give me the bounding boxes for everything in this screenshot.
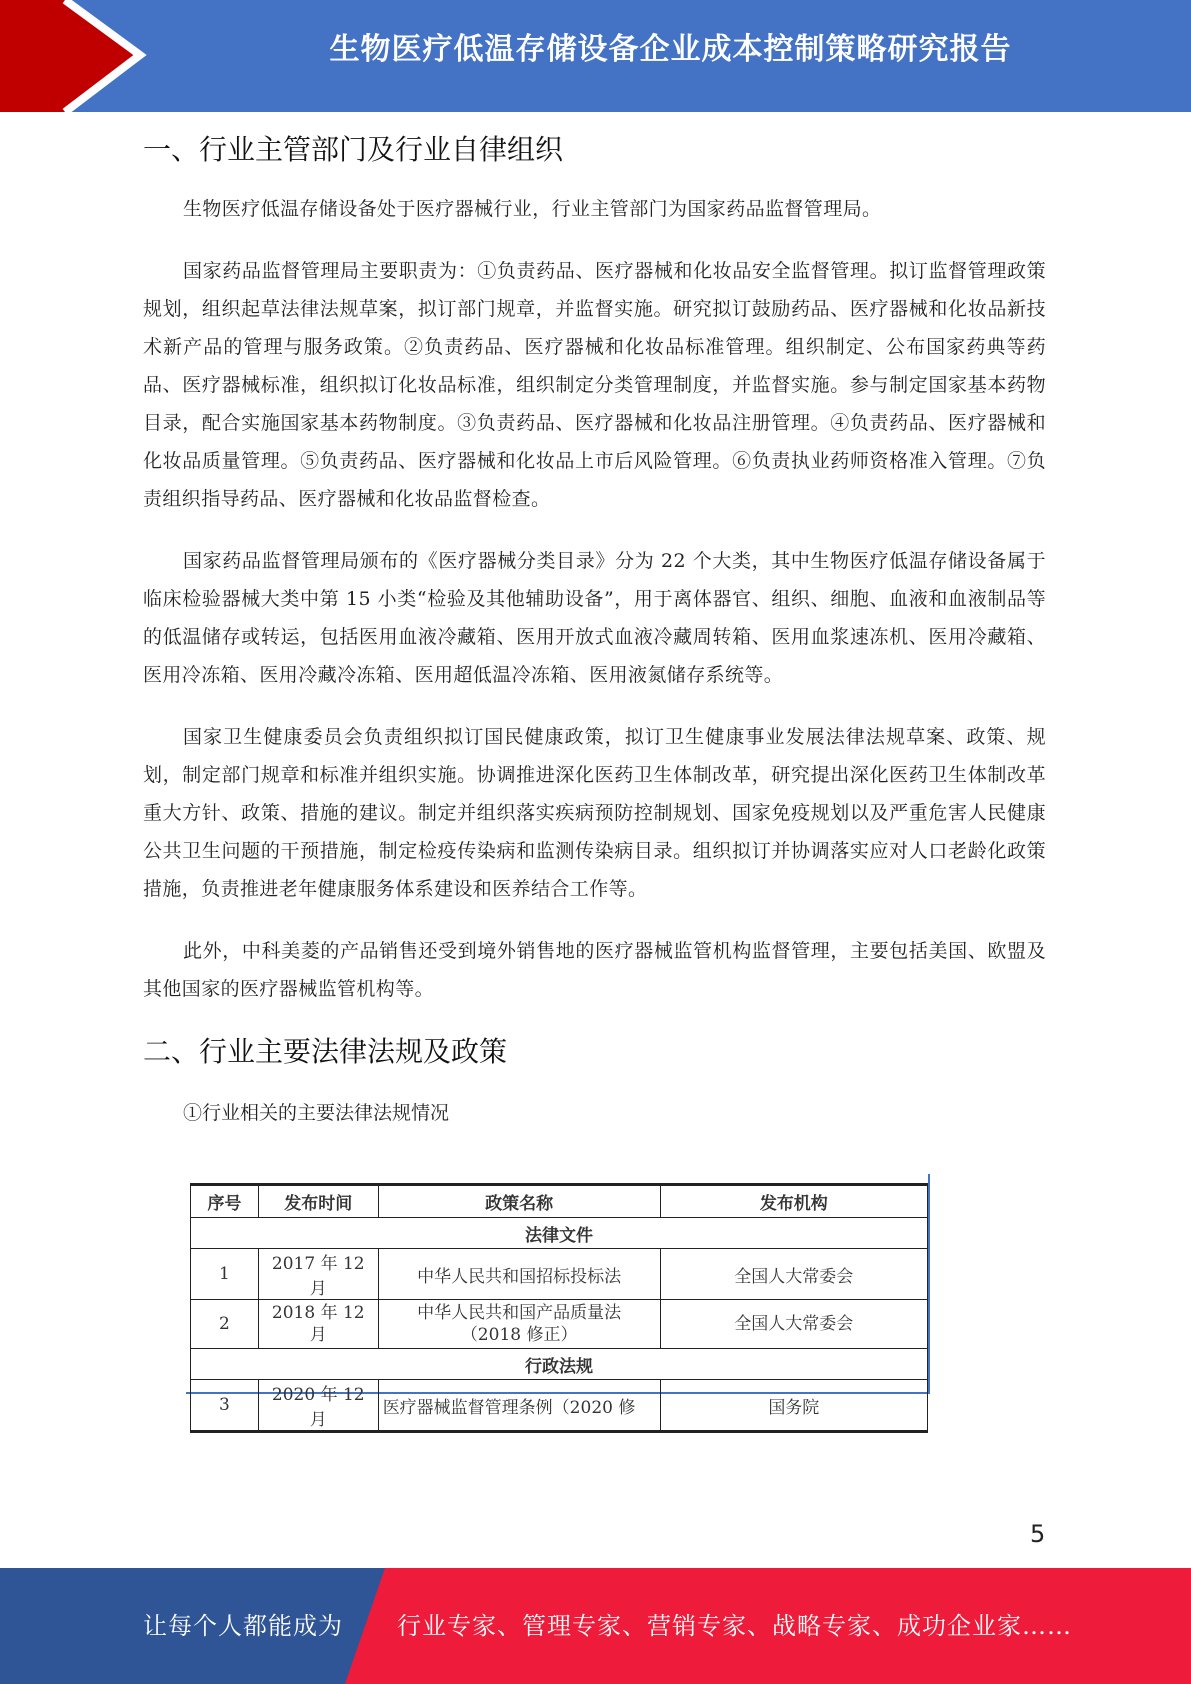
table-caption: ①行业相关的主要法律法规情况 [183,1102,450,1124]
cell-name-line1: 中华人民共和国产品质量法 [417,1303,622,1323]
report-title: 生物医疗低温存储设备企业成本控制策略研究报告 [329,32,1012,67]
cell-date: 2017 年 12 月 [258,1249,378,1300]
section-heading-1: 一、行业主管部门及行业自律组织 [143,133,564,166]
group-label-regulations: 行政法规 [191,1349,928,1380]
cell-org: 全国人大常委会 [660,1249,927,1300]
cell-name: 中华人民共和国招标投标法 [378,1249,660,1300]
header-arrow-decoration [0,0,160,112]
paragraph: 此外，中科美菱的产品销售还受到境外销售地的医疗器械监管机构监督管理，主要包括美国、欧盟及其他国家的医疗器械监管机构等。 [143,940,1046,1000]
table-row [191,1249,928,1300]
laws-table-frame [186,1174,930,1430]
column-header-date: 发布时间 [258,1185,378,1218]
group-label-laws: 法律文件 [191,1218,928,1249]
page-header [0,0,1191,112]
table-header-row [191,1185,928,1218]
table-row [191,1300,928,1349]
cell-no: 1 [191,1249,259,1300]
column-header-name: 政策名称 [378,1185,660,1218]
cell-no: 2 [191,1300,259,1349]
footer-slogan-left: 让每个人都能成为 [143,1612,343,1640]
table-row [191,1380,928,1432]
footer-slogan-right: 行业专家、管理专家、营销专家、战略专家、成功企业家…… [397,1612,1072,1640]
cell-date: 2020 年 12 月 [258,1380,378,1432]
cell-no: 3 [191,1380,259,1432]
paragraph: 国家药品监督管理局颁布的《医疗器械分类目录》分为 22 个大类，其中生物医疗低温存储设备属于临床检验器械大类中第 15 小类“检验及其他辅助设备”，用于离体器官、组织、细胞、血液和血液制品等的低温储存或转运，包括医用血液冷藏箱、医用开放式血液冷藏周转箱、医用血浆速冻机、医用冷藏箱、医用冷冻箱、医用冷藏冷冻箱、医用超低温冷冻箱、医用液氮储存系统等。 [143,550,1046,686]
column-header-no: 序号 [191,1185,259,1218]
paragraph: 生物医疗低温存储设备处于医疗器械行业，行业主管部门为国家药品监督管理局。 [183,198,882,220]
cell-date: 2018 年 12 月 [258,1300,378,1349]
cell-name [378,1300,660,1349]
paragraph: 国家卫生健康委员会负责组织拟订国民健康政策，拟订卫生健康事业发展法律法规草案、政策、规划，制定部门规章和标准并组织实施。协调推进深化医药卫生体制改革，研究提出深化医药卫生体制改革重大方针、政策、措施的建议。制定并组织落实疾病预防控制规划、国家免疫规划以及严重危害人民健康公共卫生问题的干预措施，制定检疫传染病和监测传染病目录。组织拟订并协调落实应对人口老龄化政策措施，负责推进老年健康服务体系建设和医养结合工作等。 [143,726,1046,900]
page-footer [0,1568,1191,1684]
cell-org: 国务院 [660,1380,927,1432]
table-group-row [191,1349,928,1380]
main-content [143,128,1046,1160]
table-group-row [191,1218,928,1249]
cell-org: 全国人大常委会 [660,1300,927,1349]
laws-table [190,1183,928,1433]
cell-name: 医疗器械监督管理条例（2020 修 [378,1380,660,1432]
column-header-org: 发布机构 [660,1185,927,1218]
page-number: 5 [1030,1520,1046,1548]
paragraph: 国家药品监督管理局主要职责为：①负责药品、医疗器械和化妆品安全监督管理。拟订监督管理政策规划，组织起草法律法规草案，拟订部门规章，并监督实施。研究拟订鼓励药品、医疗器械和化妆品新技术新产品的管理与服务政策。②负责药品、医疗器械和化妆品标准管理。组织制定、公布国家药典等药品、医疗器械标准，组织拟订化妆品标准，组织制定分类管理制度，并监督实施。参与制定国家基本药物目录，配合实施国家基本药物制度。③负责药品、医疗器械和化妆品注册管理。④负责药品、医疗器械和化妆品质量管理。⑤负责药品、医疗器械和化妆品上市后风险管理。⑥负责执业药师资格准入管理。⑦负责组织指导药品、医疗器械和化妆品监督检查。 [143,260,1046,510]
cell-name-line2: （2018 修正） [460,1325,578,1345]
section-heading-2: 二、行业主要法律法规及政策 [143,1035,508,1068]
